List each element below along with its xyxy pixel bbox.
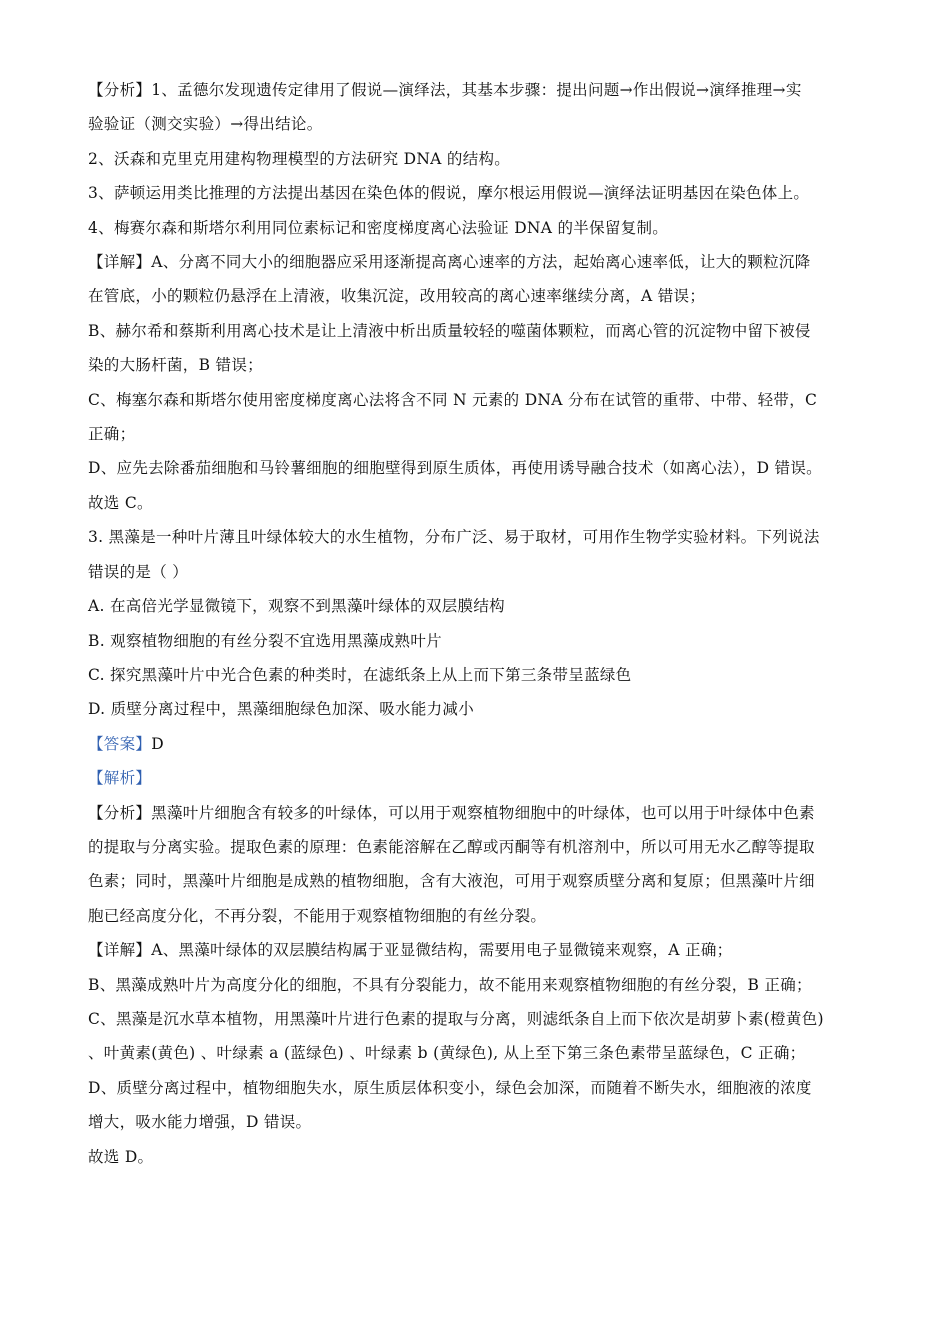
text-line: 故选 C。 [88, 493, 153, 512]
option-d: D. 质壁分离过程中，黑藻细胞绿色加深、吸水能力减小 [88, 700, 475, 719]
text-line: 【详解】A、分离不同大小的细胞器应采用逐渐提高离心速率的方法，起始离心速率低，让大的颗粒沉降 [88, 253, 811, 272]
answer-line [88, 727, 870, 761]
text-line: 4、梅赛尔森和斯塔尔利用同位素标记和密度梯度离心法验证 DNA 的半保留复制。 [88, 218, 669, 237]
answer-value: D [151, 734, 164, 753]
text-line: B、赫尔希和蔡斯利用离心技术是让上清液中析出质量较轻的噬菌体颗粒，而离心管的沉淀物中留下被侵 [88, 321, 811, 340]
text-line: 色素；同时，黑藻叶片细胞是成熟的植物细胞，含有大液泡，可用于观察质壁分离和复原；但黑藻叶片细 [88, 872, 815, 891]
text-line: 【分析】1、孟德尔发现遗传定律用了假说—演绎法，其基本步骤：提出问题→作出假说→演绎推理→实 [88, 81, 802, 99]
text-line: 【详解】A、黑藻叶绿体的双层膜结构属于亚显微结构，需要用电子显微镜来观察，A 正确； [88, 941, 733, 960]
document-body [88, 73, 870, 1174]
text-line: 、叶黄素(黄色) 、叶绿素 a (蓝绿色) 、叶绿素 b (黄绿色), 从上至下第三条色素带呈蓝绿色，C 正确； [88, 1044, 806, 1063]
answer-label: 【答案】 [88, 734, 152, 753]
text-line: 胞已经高度分化，不再分裂，不能用于观察植物细胞的有丝分裂。 [88, 906, 547, 925]
text-line: B、黑藻成熟叶片为高度分化的细胞，不具有分裂能力，故不能用来观察植物细胞的有丝分裂，B 正确； [88, 975, 812, 994]
text-line: C、黑藻是沉水草本植物，用黑藻叶片进行色素的提取与分离，则滤纸条自上而下依次是胡萝卜素(橙黄色) [88, 1009, 824, 1028]
text-line: 3、萨顿运用类比推理的方法提出基因在染色体的假说，摩尔根运用假说—演绎法证明基因在染色体上。 [88, 184, 810, 203]
text-line: D、应先去除番茄细胞和马铃薯细胞的细胞壁得到原生质体，再使用诱导融合技术（如离心法），D 错误。 [88, 459, 822, 478]
text-line: D、质壁分离过程中，植物细胞失水，原生质层体积变小，绿色会加深，而随着不断失水，细胞液的浓度 [88, 1078, 812, 1097]
text-line: 故选 D。 [88, 1147, 154, 1166]
text-line: 2、沃森和克里克用建构物理模型的方法研究 DNA 的结构。 [88, 149, 511, 168]
text-line: 在管底，小的颗粒仍悬浮在上清液，收集沉淀，改用较高的离心速率继续分离，A 错误； [88, 287, 706, 306]
text-line: 【分析】黑藻叶片细胞含有较多的叶绿体，可以用于观察植物细胞中的叶绿体，也可以用于叶绿体中色素 [88, 803, 815, 822]
text-line: 验验证（测交实验）→得出结论。 [88, 115, 323, 134]
option-b: B. 观察植物细胞的有丝分裂不宜选用黑藻成熟叶片 [88, 631, 442, 650]
text-line: 的提取与分离实验。提取色素的原理：色素能溶解在乙醇或丙酮等有机溶剂中，所以可用无水乙醇等提取 [88, 837, 815, 856]
question-stem: 3. 黑藻是一种叶片薄且叶绿体较大的水生植物，分布广泛、易于取材，可用作生物学实验材料。下列说法 [88, 528, 820, 547]
analysis-label: 【解析】 [88, 769, 152, 788]
text-line: 增大，吸水能力增强，D 错误。 [88, 1113, 312, 1132]
question-stem: 错误的是（ ） [88, 562, 189, 581]
text-line: 染的大肠杆菌，B 错误； [88, 356, 263, 375]
option-a: A. 在高倍光学显微镜下，观察不到黑藻叶绿体的双层膜结构 [88, 597, 505, 616]
text-line: 正确； [88, 425, 136, 444]
text-line: C、梅塞尔森和斯塔尔使用密度梯度离心法将含不同 N 元素的 DNA 分布在试管的重带、中带、轻带，C [88, 390, 818, 409]
option-c: C. 探究黑藻叶片中光合色素的种类时，在滤纸条上从上而下第三条带呈蓝绿色 [88, 665, 632, 684]
